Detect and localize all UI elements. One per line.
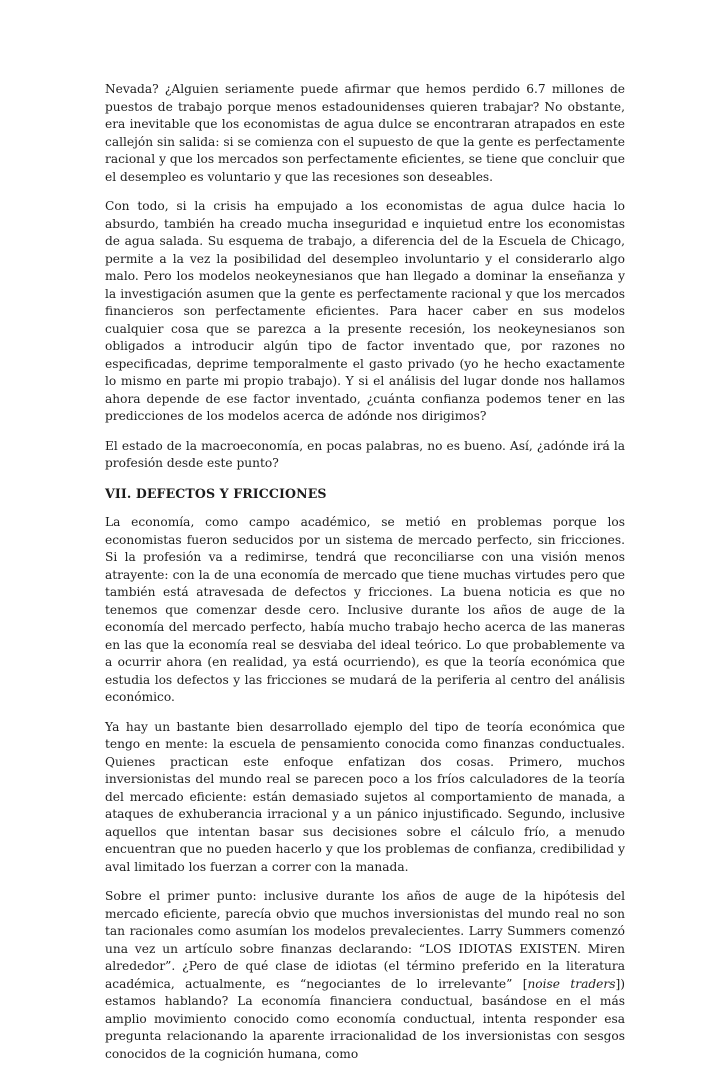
paragraph: El estado de la macroeconomía, en pocas palabras, no es bueno. Así, ¿adónde irá la profesión desde este punto?: [105, 438, 625, 470]
paragraph: Ya hay un bastante bien desarrollado ejemplo del tipo de teoría económica que tengo en mente: la escuela de pensamiento conocida como finanzas conductuales. Quienes practican este enfoque enfatizan dos cosas. Primero, muchos inversionistas del mundo real se parecen poco a los fríos calculadores de la teoría del mercado eficiente: están demasiado sujetos al comportamiento de manada, a ataques de exhuberancia irracional y a un pánico injustificado. Segundo, inclusive aquellos que intentan basar sus decisiones sobre el cálculo frío, a menudo encuentran que no pueden hacerlo y que los problemas de confianza, credibilidad y aval limitado los fuerzan a correr con la manada.: [105, 719, 625, 874]
section-heading: VII. DEFECTOS Y FRICCIONES: [105, 485, 327, 501]
paragraph: La economía, como campo académico, se metió en problemas porque los economistas fueron seducidos por un sistema de mercado perfecto, sin fricciones. Si la profesión va a redimirse, tendrá que reconciliarse con una visión menos atrayente: con la de una economía de mercado que tiene muchas virtudes pero que también está atravesada de defectos y fricciones. La buena noticia es que no tenemos que comenzar desde cero. Inclusive durante los años de auge de la economía del mercado perfecto, había mucho trabajo hecho acerca de las maneras en las que la economía real se desviaba del ideal teórico. Lo que probablemente va a ocurrir ahora (en realidad, ya está ocurriendo), es que la teoría económica que estudia los defectos y las fricciones se mudará de la periferia al centro del análisis económico.: [105, 515, 625, 704]
italic-term: noise traders: [527, 976, 616, 991]
paragraph-text: Sobre el primer punto: inclusive durante los años de auge de la hipótesis del mercado eficiente, parecía obvio que muchos inversionistas del mundo real no son tan racionales como asumían los modelos prevalecientes. Larry Summers comenzó una vez un artículo sobre finanzas declarando: “LOS IDIOTAS EXISTEN. Miren alrededor”. ¿Pero de qué clase de idiotas (el término preferido en la literatura académica, actualmente, es “negociantes de lo irrelevante” [: [105, 889, 625, 991]
paragraph: [105, 888, 625, 1063]
paragraph: Nevada? ¿Alguien seriamente puede afirmar que hemos perdido 6.7 millones de puestos de trabajo porque menos estadounidenses quieren trabajar? No obstante, era inevitable que los economistas de agua dulce se encontraran atrapados en este callejón sin salida: si se comienza con el supuesto de que la gente es perfectamente racional y que los mercados son perfectamente eficientes, se tiene que concluir que el desempleo es voluntario y que las recesiones son deseables.: [105, 82, 625, 184]
paragraph: Con todo, si la crisis ha empujado a los economistas de agua dulce hacia lo absurdo, también ha creado mucha inseguridad e inquietud entre los economistas de agua salada. Su esquema de trabajo, a diferencia del de la Escuela de Chicago, permite a la vez la posibilidad del desempleo involuntario y el considerarlo algo malo. Pero los modelos neokeynesianos que han llegado a dominar la enseñanza y la investigación asumen que la gente es perfectamente racional y que los mercados financieros son perfectamente eficientes. Para hacer caber en sus modelos cualquier cosa que se parezca a la presente recesión, los neokeynesianos son obligados a introducir algún tipo de factor inventado que, por razones no especificadas, deprime temporalmente el gasto privado (yo he hecho exactamente lo mismo en parte mi propio trabajo). Y si el análisis del lugar donde nos hallamos ahora depende de ese factor inventado, ¿cuánta confianza podemos tener en las predicciones de los modelos acerca de adónde nos dirigimos?: [105, 199, 625, 423]
document-page: [105, 81, 625, 1075]
paragraph-text: ]) estamos hablando? La economía financiera conductual, basándose en el más amplio movimiento conocido como economía conductual, intenta responder esa pregunta relacionando la aparente irracionalidad de los inversionistas con sesgos conocidos de la cognición humana, como: [105, 976, 625, 1061]
